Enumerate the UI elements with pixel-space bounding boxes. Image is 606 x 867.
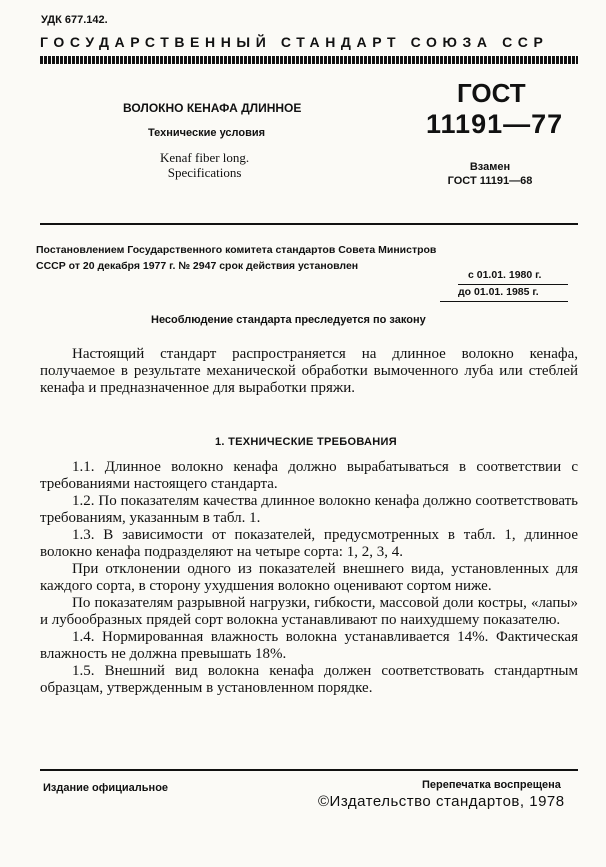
- footer-rule: [40, 769, 578, 771]
- english-title-line1: Kenaf fiber long.: [160, 150, 250, 165]
- section-body: [40, 459, 578, 697]
- clause-1-1: 1.1. Длинное волокно кенафа должно вырабатываться в соответствии с требованиями настоящего стандарта.: [40, 459, 578, 492]
- standard-banner: ГОСУДАРСТВЕННЫЙ СТАНДАРТ СОЮЗА ССР: [40, 34, 549, 50]
- replaces-block: [430, 160, 550, 188]
- title-rule: [40, 223, 578, 225]
- legal-warning: Несоблюдение стандарта преследуется по закону: [151, 314, 426, 326]
- section-heading: 1. ТЕХНИЧЕСКИЕ ТРЕБОВАНИЯ: [215, 436, 397, 448]
- clause-1-3-note-b: По показателям разрывной нагрузки, гибкости, массовой доли костры, «лапы» и лубообразных прядей сорт волокна устанавливают по наихудшему показателю.: [40, 595, 578, 628]
- english-title: [160, 150, 249, 180]
- document-title: ВОЛОКНО КЕНАФА ДЛИННОЕ: [123, 101, 302, 115]
- clause-1-2: 1.2. По показателям качества длинное волокно кенафа должно соответствовать требованиям, указанным в табл. 1.: [40, 493, 578, 526]
- decree-line1: Постановлением Государственного комитета стандартов Совета Министров: [36, 244, 437, 256]
- date-from: с 01.01. 1980 г.: [468, 269, 542, 281]
- gost-number: 11191—77: [426, 109, 564, 139]
- date-underline-2: [440, 301, 568, 302]
- replaces-label: Взамен: [469, 161, 511, 173]
- clause-1-4: 1.4. Нормированная влажность волокна устанавливается 14%. Фактическая влажность не должна превышать 18%.: [40, 629, 578, 662]
- reprint-notice: Перепечатка воспрещена: [422, 779, 561, 791]
- header-rule: [40, 56, 578, 64]
- udk-code: УДК 677.142.: [41, 14, 108, 26]
- document-subtitle: Технические условия: [148, 127, 266, 139]
- gost-label: ГОСТ: [457, 78, 526, 108]
- date-to: до 01.01. 1985 г.: [458, 286, 539, 298]
- replaces-value: ГОСТ 11191—68: [447, 175, 533, 187]
- date-underline-1: [458, 284, 568, 285]
- publisher-line: ©Издательство стандартов, 1978: [318, 793, 565, 810]
- clause-1-5: 1.5. Внешний вид волокна кенафа должен соответствовать стандартным образцам, утвержденным в установленном порядке.: [40, 663, 578, 696]
- intro-paragraph: Настоящий стандарт распространяется на длинное волокно кенафа, получаемое в результате механической обработки вымоченного луба или стеблей кенафа и предназначенное для выработки пряжи.: [40, 346, 578, 396]
- clause-1-3: 1.3. В зависимости от показателей, предусмотренных в табл. 1, длинное волокно кенафа подразделяют на четыре сорта: 1, 2, 3, 4.: [40, 527, 578, 560]
- clause-1-3-note-a: При отклонении одного из показателей внешнего вида, установленных для каждого сорта, в сторону ухудшения волокно оценивают сортом ниже.: [40, 561, 578, 594]
- decree-line2: СССР от 20 декабря 1977 г. № 2947 срок действия установлен: [36, 260, 359, 272]
- english-title-line2: Specifications: [167, 165, 242, 180]
- edition-label: Издание официальное: [43, 782, 169, 794]
